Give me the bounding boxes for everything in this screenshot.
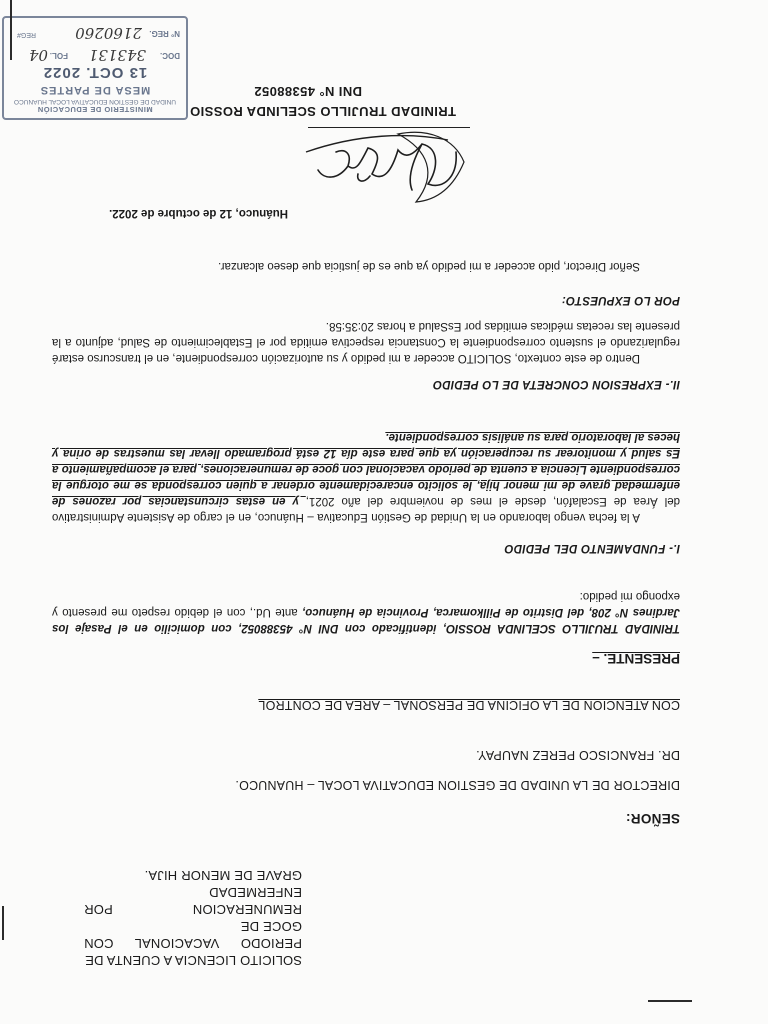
stamp-fol-label: FOL. xyxy=(49,51,68,60)
attention-line: CON ATENCION DE LA OFICINA DE PERSONAL – AREA DE CONTROL xyxy=(258,698,680,712)
section1-bold: y en estas circunstancias por razones de enfermedad grave de mi menor hija, le solicito encarecidamente ordenar a quien corresponda se me otorgue la correspondiente Licencia a cuenta de periodo vacacional con goce de remuneraciones, para el acompañamiento a Es salud y monitorear su recuperación ya que para este día 12 está programado llevar las muestras de orina y heces al laboratorio para su análisis correspondiente. xyxy=(52,431,680,507)
reception-stamp xyxy=(2,16,188,120)
stamp-doc-number: 343131 xyxy=(88,46,146,64)
signatory-name: TRINIDAD TRUJILLO SCELINDA ROSSIO xyxy=(189,104,456,119)
scan-edge-mark xyxy=(10,0,12,60)
intro-bold: TRINIDAD TRUJILLO SCELINDA ROSSIO, identificado con DNI N° 45388052, con domicilio en el Pasaje los Jardines N° 208, del Distrito de Pillkomarca, Provincia de Huánuco, xyxy=(52,606,680,634)
section2-text-a: Dentro de este contexto, xyxy=(511,352,640,364)
subject-line: REMUNERACION POR ENFERMEDAD xyxy=(84,885,302,917)
stamp-mesa-de-partes: MESA DE PARTES xyxy=(39,84,151,96)
stamp-fol-number: 04 xyxy=(28,46,48,64)
addressee-line: DR. FRANCISCO PEREZ NAUPAY. xyxy=(475,748,680,762)
signatory-dni: DNI N° 45388052 xyxy=(253,84,362,99)
closing-paragraph: Señor Director, pido acceder a mi pedido ya que es de justicia que deseo alcanzar. xyxy=(218,260,640,272)
scan-edge-mark xyxy=(3,906,5,940)
intro-text: ante Ud., con el debido respeto me presento y expongo mi pedido: xyxy=(52,590,680,618)
stamp-reg-label: N° REG. xyxy=(149,29,180,38)
stamp-ministry: MINISTERIO DE EDUCACIÓN xyxy=(37,105,153,114)
section2-paragraph xyxy=(52,318,680,366)
scan-edge-mark xyxy=(648,1001,692,1003)
presente-heading: PRESENTE. – xyxy=(592,651,680,666)
addressee-line: DIRECTOR DE LA UNIDAD DE GESTION EDUCATIVA LOCAL – HUANUCO. xyxy=(235,778,680,792)
solicito-word: SOLICITO xyxy=(457,352,512,364)
intro-paragraph xyxy=(52,588,680,636)
section1-heading: I.- FUNDAMENTO DEL PEDIDO xyxy=(504,542,680,554)
section1-text: A la fecha vengo laborando en la Unidad de Gestión Educativa – Huánuco, en el cargo de Asistente Administrativo del Área de Escalafón, desde el mes de noviembre del año 2021, xyxy=(52,495,680,523)
por-lo-expuesto-heading: POR LO EXPUESTO: xyxy=(561,294,680,306)
stamp-date: 13 OCT. 2022 xyxy=(42,64,148,81)
stamp-doc-label: DOC. xyxy=(160,51,180,60)
subject-line: SOLICITO LICENCIA A CUENTA DE xyxy=(85,953,302,968)
subject-line: GRAVE DE MENOR HIJA. xyxy=(144,868,302,883)
section2-heading: II.- EXPRESION CONCRETA DE LO PEDIDO xyxy=(432,378,680,390)
salutation: SEÑOR: xyxy=(625,811,680,826)
section1-paragraph xyxy=(52,429,680,525)
subject-summary xyxy=(84,867,302,969)
section2-text-b: acceder a mi pedido y su autorización correspondiente, en el transcurso estaré regularizando el sustento correspondiente la Constancia respectiva emitida por el Establecimiento de Salud, adjunto a la presente las recetas médicas emitidas por EsSalud a horas 20:35:58. xyxy=(52,320,680,364)
signature-line xyxy=(308,127,470,128)
place-date: Huánuco, 12 de octubre de 2022. xyxy=(109,207,288,219)
handwritten-signature xyxy=(298,126,468,210)
stamp-reg-tag: REG# xyxy=(16,31,36,38)
stamp-ugel: UNIDAD DE GESTION EDUCATIVA LOCAL HUANUCO xyxy=(13,98,177,105)
stamp-reg-number: 2160260 xyxy=(75,24,142,42)
subject-line: PERIODO VACACIONAL CON GOCE DE xyxy=(84,919,302,951)
